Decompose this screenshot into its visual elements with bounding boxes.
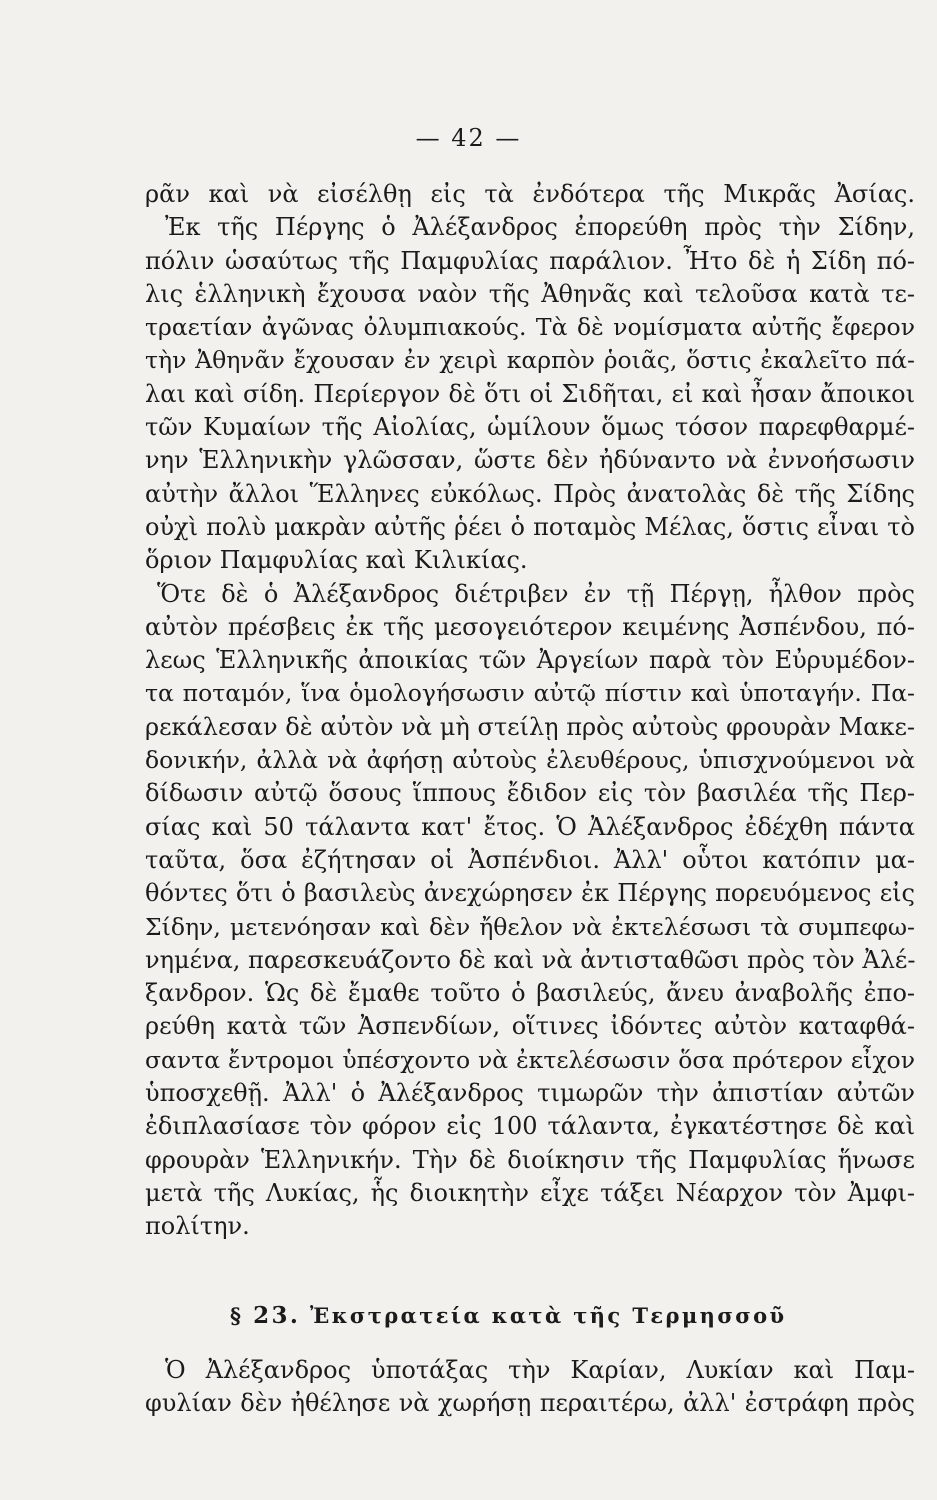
section-heading [230, 1302, 830, 1329]
text-line: τραετίαν ἀγῶνας ὀλυμπιακούς. Τὰ δὲ νομίσματα αὐτῆς ἔφερον [145, 313, 915, 342]
section-text [145, 1354, 915, 1421]
text-line: σαντα ἔντρομοι ὑπέσχοντο νὰ ἐκτελέσωσιν ὅσα πρότερον εἶχον [145, 1045, 915, 1074]
text-line: Ἐκ τῆς Πέργης ὁ Ἀλέξανδρος ἐπορεύθη πρὸς τὴν Σίδην, [165, 213, 915, 242]
text-line: ταῦτα, ὅσα ἐζήτησαν οἱ Ἀσπένδιοι. Ἀλλ' οὗτοι κατόπιν μα- [145, 845, 915, 874]
text-line: Ὁ Ἀλέξανδρος ὑποτάξας τὴν Καρίαν, Λυκίαν καὶ Παμ- [165, 1356, 915, 1384]
text-line: αὐτὸν πρέσβεις ἐκ τῆς μεσογειότερον κειμένης Ἀσπένδου, πό- [145, 612, 915, 641]
text-line: πολίτην. [145, 1212, 250, 1241]
text-line: τὴν Ἀθηνᾶν ἔχουσαν ἐν χειρὶ καρπὸν ῥοιᾶς, ὅστις ἐκαλεῖτο πά- [145, 346, 915, 375]
text-line: ξανδρον. Ὡς δὲ ἔμαθε τοῦτο ὁ βασιλεύς, ἄνευ ἀναβολῆς ἐπο- [145, 979, 915, 1008]
main-text [145, 178, 915, 1244]
text-line: φρουρὰν Ἑλληνικήν. Τὴν δὲ διοίκησιν τῆς Παμφυλίας ἥνωσε [145, 1145, 915, 1174]
section-title: Ἐκστρατεία κατὰ τῆς Τερμησσοῦ [310, 1303, 787, 1328]
text-line: ρεύθη κατὰ τῶν Ἀσπενδίων, οἵτινες ἰδόντες αὐτὸν καταφθά- [145, 1012, 915, 1041]
text-line: πόλιν ὡσαύτως τῆς Παμφυλίας παράλιον. Ἦτο δὲ ἡ Σίδη πό- [145, 246, 915, 275]
text-line: νημένα, παρεσκευάζοντο δὲ καὶ νὰ ἀντισταθῶσι πρὸς τὸν Ἀλέ- [145, 945, 916, 974]
text-line: δονικήν, ἀλλὰ νὰ ἀφήσῃ αὐτοὺς ἐλευθέρους, ὑπισχνούμενοι νὰ [145, 746, 915, 775]
text-line: Ὅτε δὲ ὁ Ἀλέξανδρος διέτριβεν ἐν τῇ Πέργῃ, ἦλθον πρὸς [157, 579, 915, 608]
text-line: θόντες ὅτι ὁ βασιλεὺς ἀνεχώρησεν ἐκ Πέργης πορευόμενος εἰς [145, 879, 915, 908]
text-line: ὑποσχεθῇ. Ἀλλ' ὁ Ἀλέξανδρος τιμωρῶν τὴν ἀπιστίαν αὐτῶν [145, 1079, 915, 1108]
text-line: αὐτὴν ἄλλοι Ἕλληνες εὐκόλως. Πρὸς ἀνατολὰς δὲ τῆς Σίδης [145, 479, 915, 508]
text-line: φυλίαν δὲν ἠθέλησε νὰ χωρήσῃ περαιτέρω, ἀλλ' ἐστράφη πρὸς [145, 1389, 915, 1418]
text-line: λαι καὶ σίδη. Περίεργον δὲ ὅτι οἱ Σιδῆται, εἰ καὶ ἦσαν ἄποικοι [145, 379, 915, 408]
text-line: ὅριον Παμφυλίας καὶ Κιλικίας. [145, 546, 528, 575]
text-line: δίδωσιν αὐτῷ ὅσους ἵππους ἔδιδον εἰς τὸν βασιλέα τῆς Περ- [145, 779, 915, 808]
text-line: νην Ἑλληνικὴν γλῶσσαν, ὥστε δὲν ἠδύναντο νὰ ἐννοήσωσιν [145, 446, 915, 475]
page-number: — 42 — [415, 124, 522, 152]
section-number: 23. [253, 1302, 301, 1329]
text-line: τα ποταμόν, ἵνα ὁμολογήσωσιν αὐτῷ πίστιν καὶ ὑποταγήν. Πα- [145, 679, 915, 708]
text-line: σίας καὶ 50 τάλαντα κατ' ἔτος. Ὁ Ἀλέξανδρος ἐδέχθη πάντα [145, 812, 915, 841]
text-line: οὐχὶ πολὺ μακρὰν αὐτῆς ῥέει ὁ ποταμὸς Μέλας, ὅστις εἶναι τὸ [145, 512, 915, 541]
text-line: τῶν Κυμαίων τῆς Αἰολίας, ὡμίλουν ὅμως τόσον παρεφθαρμέ- [145, 413, 915, 442]
text-line: λις ἑλληνικὴ ἔχουσα ναὸν τῆς Ἀθηνᾶς καὶ τελοῦσα κατὰ τε- [145, 279, 915, 308]
text-line: μετὰ τῆς Λυκίας, ἧς διοικητὴν εἶχε τάξει Νέαρχον τὸν Ἀμφι- [145, 1178, 915, 1207]
section-symbol: § [230, 1303, 244, 1328]
text-line: ρᾶν καὶ νὰ εἰσέλθῃ εἰς τὰ ἐνδότερα τῆς Μικρᾶς Ἀσίας. [145, 180, 915, 208]
text-line: ἐδιπλασίασε τὸν φόρον εἰς 100 τάλαντα, ἐγκατέστησε δὲ καὶ [145, 1112, 915, 1141]
text-line: λεως Ἑλληνικῆς ἀποικίας τῶν Ἀργείων παρὰ τὸν Εὐρυμέδον- [145, 646, 915, 675]
text-line: Σίδην, μετενόησαν καὶ δὲν ἤθελον νὰ ἐκτελέσωσι τὰ συμπεφω- [145, 912, 915, 941]
text-line: ρεκάλεσαν δὲ αὐτὸν νὰ μὴ στείλῃ πρὸς αὐτοὺς φρουρὰν Μακε- [145, 712, 915, 741]
